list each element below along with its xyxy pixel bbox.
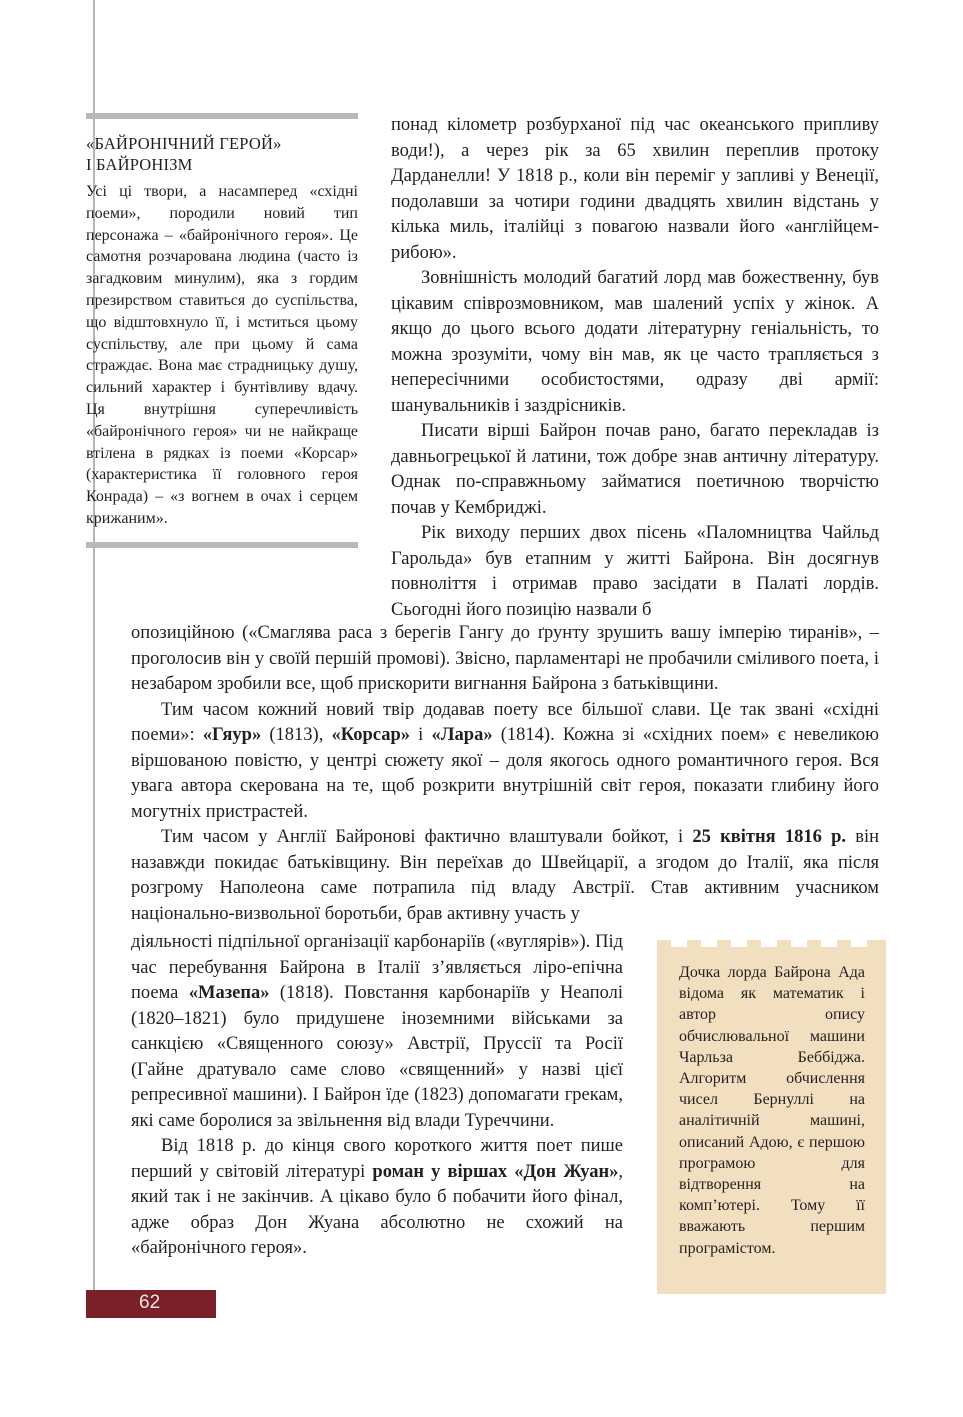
title-don-juan: роман у віршах «Дон Жуан» (372, 1161, 619, 1182)
text-run: і (410, 725, 432, 745)
title-mazeppa: «Мазепа» (188, 983, 270, 1003)
text-run: (1814). Кожна зі «східних поем» є невеликою віршованою повістю, у центрі сюжету якої – доля якогось одного романтичного героя. Вся увага автора скерована на те, щоб розкрити внутрішній світ героя, показати глибину його могутніх пристрастей. (131, 725, 880, 822)
paragraph-3: Писати вірші Байрон почав рано, багато перекладав із давньогрецької й латини, тож добре знав античну літературу. Однак по-справжньому займатися поетичною творчістю почав у Кембриджі. (391, 421, 879, 518)
date-highlight: 25 квітня 1816 р. (692, 827, 846, 847)
paragraph-4-continued: опозиційною («Смаглява раса з берегів Гангу до ґрунту зрушить вашу імперію тиранів», – проголосив він у своїй першій промові). Звісно, парламентарі не пробачили сміливого поета, і незабаром зробили все, щоб прискорити вигнання Байрона з батьківщини. (131, 623, 879, 694)
title-giaour: «Гяур» (202, 725, 262, 745)
title-lara: «Лара» (431, 725, 493, 745)
sidebar-box (86, 113, 358, 548)
sidebar-text: Усі ці твори, а насамперед «східні поеми», породили новий тип персонажа – «байронічного героя». Це самотня розчарована людина (часто із загадковим минулим), яка з гордим презирством ставиться до суспільства, що відштовхнуло її, і мститься цьому суспільству, але при цьому й сама страждає. Вона має страдницьку душу, сильний характер і бунтівливу вдачу. Ця внутрішня суперечливість «байронічного героя» чи не найкраще втілена в рядках із поеми «Корсар» (характеристика її головного героя Конрада) – «з вогнем в очах і серцем крижаним». (86, 183, 358, 527)
text-run: Тим часом у Англії Байронові фактично влаштували бойкот, і (161, 827, 693, 847)
text-run: Від 1818 р. до кінця свого короткого життя поет пише перший у світовій літературі (131, 1136, 623, 1182)
paragraph-4: Рік виходу перших двох пісень «Паломництва Чайльд Гарольда» був етапним у житті Байрона. Він досягнув повноліття і отримав право засідати в Палаті лордів. Сьогодні його позицію назвали б (391, 523, 879, 620)
sidebar-bottom-rule (86, 542, 358, 548)
sidebar-title-line1: «БАЙРОНІЧНИЙ ГЕРОЙ» (86, 134, 282, 153)
paragraph-2: Зовнішність молодий багатий лорд мав божественну, був цікавим співрозмовником, мав шалений успіх у жінок. А якщо до цього всього додати літературну геніальність, то можна зрозуміти, чому він мав, як це часто трапляється з непересічними особистостями, одразу дві армії: шанувальників і заздрісників. (391, 268, 879, 416)
text-run: діяльності підпільної організації карбонаріїв («вуглярів»). Під час перебування Байрона в Італії з’являється ліро-епічна поема (131, 932, 623, 1003)
text-run: (1813), (261, 725, 332, 745)
sidebar-top-rule (86, 113, 358, 119)
page-number: 62 (139, 1292, 161, 1313)
text-run: він назавжди покидає батьківщину. Він переїхав до Швейцарії, а згодом до Італії, яка після розгрому Наполеона саме потрапила під владу Австрії. Став активним учасником національно-визвольної боротьби, брав активну участь у (131, 827, 879, 924)
sidebar-title (86, 133, 358, 175)
main-text-full (131, 621, 879, 927)
paragraph-6 (131, 825, 879, 927)
fact-note-box (657, 940, 886, 1294)
fact-note-text: Дочка лорда Байрона Ада відома як математик і автор опису обчислювальної машини Чарльза Беббіджа. Алгоритм обчислення чисел Бернуллі на аналітичній машині, описаний Адою, є першою програмою для відтворення на комп’ютері. Тому її вважають першим програмістом. (679, 964, 865, 1257)
main-text-bottom (131, 930, 623, 1262)
crenellation-edge (657, 940, 886, 952)
page-number-bar (86, 1290, 216, 1318)
text-run: Тим часом кожний новий твір додавав поету все більшої слави. Це так звані «східні поеми»: (131, 699, 879, 745)
sidebar-title-line2: І БАЙРОНІЗМ (86, 155, 193, 174)
title-corsair: «Корсар» (331, 725, 411, 745)
paragraph-5 (131, 698, 879, 826)
paragraph-1: понад кілометр розбурханої під час океанського припливу води!), а через рік за 65 хвилин переплив протоку Дарданелли! У 1818 р., коли він переміг у запливі у Венеції, подолавши за чотири години двадцять хвилин відстань у кілька миль, італійці з повагою назвали його «англійцем-рибою». (391, 115, 879, 263)
paragraph-6-continued (131, 930, 623, 1134)
text-run: (1818). Повстання карбонаріїв у Неаполі (1820–1821) було придушене іноземними військами за санкцією «Священного союзу» Австрії, Пруссії та Росії (Гайне дратувало саме слово «священний» у назві цієї репресивної машини). І Байрон їде (1823) допомагати грекам, які саме боролися за звільнення від влади Туреччини. (131, 983, 623, 1131)
paragraph-7 (131, 1134, 623, 1262)
text-run: , який так і не закінчив. А цікаво було б побачити його фінал, адже образ Дон Жуана абсолютно не схожий на «байронічного героя». (131, 1161, 623, 1258)
main-text-top (391, 113, 879, 623)
